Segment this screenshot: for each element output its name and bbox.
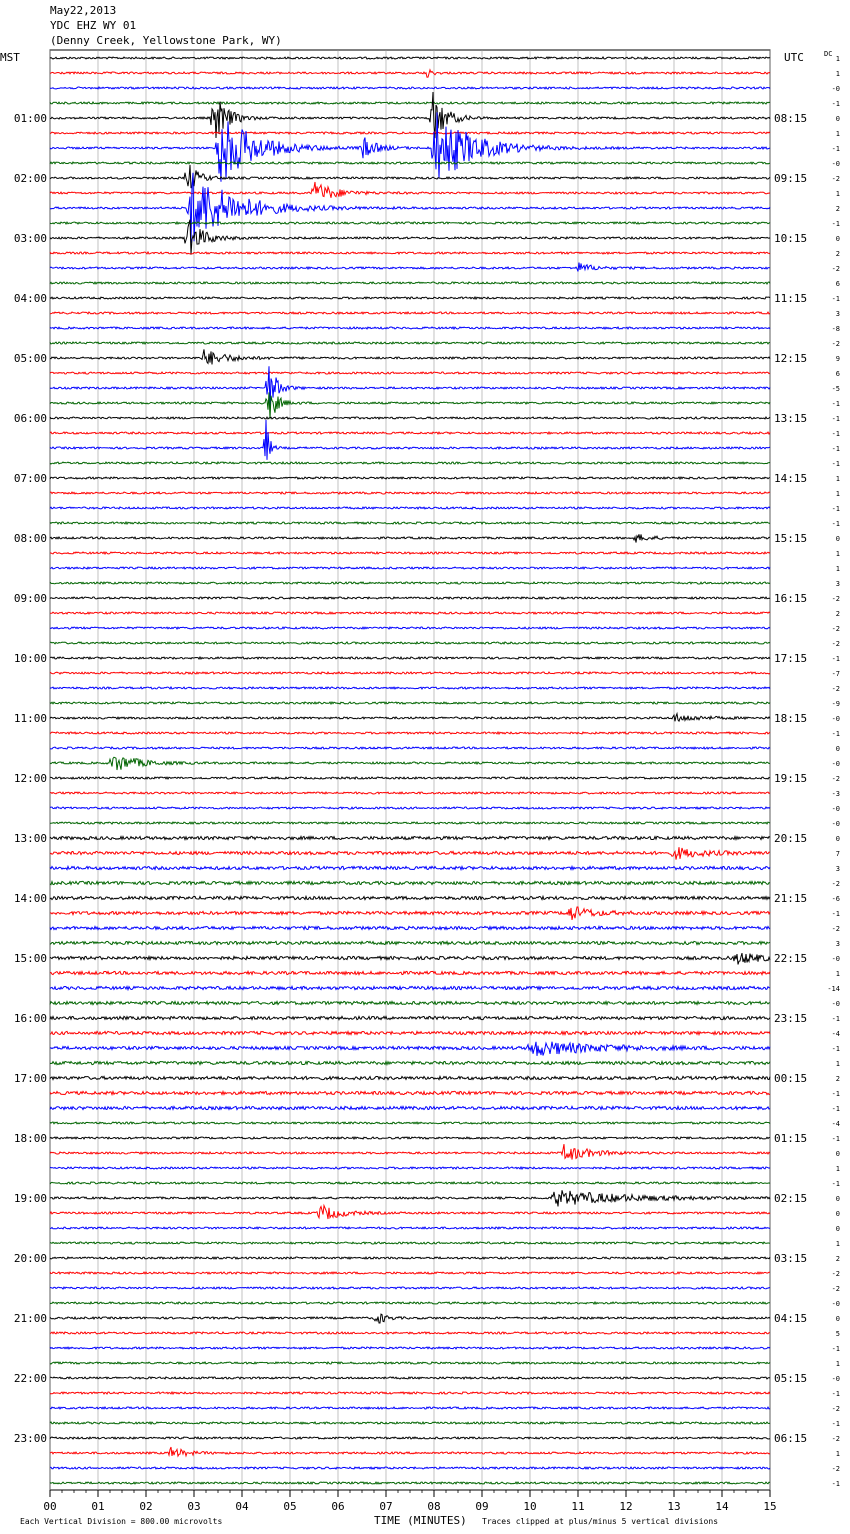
dc-offset-label: 1 <box>835 550 840 558</box>
dc-offset-label: 0 <box>835 1225 840 1233</box>
dc-offset-label: -1 <box>831 1180 840 1188</box>
dc-offset-label: -1 <box>831 415 840 423</box>
dc-offset-label: -14 <box>827 985 840 993</box>
trace-line <box>50 757 770 770</box>
dc-offset-label: -1 <box>831 910 840 918</box>
dc-offset-label: 0 <box>835 115 840 123</box>
dc-offset-label: -1 <box>831 1390 840 1398</box>
trace-line <box>50 392 770 419</box>
trace-line <box>50 807 770 809</box>
dc-offset-label: -1 <box>831 1090 840 1098</box>
mst-hour-label: 01:00 <box>13 112 47 125</box>
mst-hour-label: 14:00 <box>13 892 47 905</box>
trace-line <box>50 1257 770 1259</box>
trace-line <box>50 582 770 584</box>
mst-hour-label: 23:00 <box>13 1432 47 1445</box>
dc-offset-label: -1 <box>831 1135 840 1143</box>
dc-offset-label: -0 <box>831 715 840 723</box>
dc-offset-label: -0 <box>831 1300 840 1308</box>
utc-hour-label: 03:15 <box>774 1252 808 1265</box>
trace-line <box>50 612 770 614</box>
mst-hour-label: 10:00 <box>13 652 47 665</box>
dc-offset-label: -2 <box>831 775 840 783</box>
trace-line <box>50 492 770 494</box>
trace-line <box>50 417 770 419</box>
dc-offset-label: 2 <box>835 1075 840 1083</box>
trace-line <box>50 907 770 920</box>
dc-offset-label: -2 <box>831 175 840 183</box>
trace-line <box>50 507 770 509</box>
dc-offset-label: 1 <box>835 1240 840 1248</box>
dc-label: DC <box>824 50 833 58</box>
dc-offset-label: -1 <box>831 730 840 738</box>
utc-hour-label: 19:15 <box>774 772 808 785</box>
trace-line <box>50 1167 770 1169</box>
dc-offset-label: -2 <box>831 1435 840 1443</box>
axis-labels <box>0 50 840 1527</box>
utc-hour-label: 12:15 <box>774 352 808 365</box>
dc-offset-label: -1 <box>831 220 840 228</box>
trace-line <box>50 1016 770 1019</box>
dc-offset-label: 6 <box>835 280 840 288</box>
x-tick-label: 05 <box>283 1500 297 1513</box>
time-grid <box>50 50 770 1497</box>
trace-line <box>50 777 770 779</box>
trace-line <box>50 714 770 722</box>
trace-line <box>50 327 770 329</box>
dc-offset-label: 1 <box>835 970 840 978</box>
x-tick-label: 14 <box>715 1500 729 1513</box>
dc-offset-label: -2 <box>831 265 840 273</box>
dc-offset-label: 0 <box>835 535 840 543</box>
mst-hour-label: 09:00 <box>13 592 47 605</box>
utc-hour-label: 05:15 <box>774 1372 808 1385</box>
trace-line <box>50 627 770 629</box>
dc-offset-label: 3 <box>835 940 840 948</box>
trace-line <box>50 182 770 198</box>
x-tick-label: 00 <box>43 1500 57 1513</box>
dc-offset-label: -2 <box>831 880 840 888</box>
trace-line <box>50 1347 770 1349</box>
utc-hour-label: 08:15 <box>774 112 808 125</box>
trace-line <box>50 57 770 59</box>
trace-line <box>50 173 770 243</box>
trace-line <box>50 732 770 734</box>
trace-line <box>50 836 770 839</box>
dc-offset-label: 2 <box>835 250 840 258</box>
trace-line <box>50 896 770 899</box>
dc-offset-label: -4 <box>831 1030 840 1038</box>
trace-line <box>50 1287 770 1289</box>
trace-line <box>50 1190 770 1206</box>
dc-offset-label: -0 <box>831 760 840 768</box>
utc-hour-label: 15:15 <box>774 532 808 545</box>
trace-line <box>50 1042 770 1056</box>
trace-line <box>50 792 770 794</box>
trace-line <box>50 1437 770 1439</box>
dc-offset-label: -1 <box>831 1045 840 1053</box>
utc-hour-label: 23:15 <box>774 1012 808 1025</box>
trace-line <box>50 847 770 859</box>
trace-line <box>50 642 770 644</box>
dc-offset-label: -2 <box>831 625 840 633</box>
trace-line <box>50 1332 770 1334</box>
dc-offset-label: 1 <box>835 565 840 573</box>
trace-line <box>50 672 770 674</box>
trace-line <box>50 252 770 254</box>
dc-offset-label: 1 <box>835 1450 840 1458</box>
dc-offset-label: 0 <box>835 1150 840 1158</box>
mst-hour-label: 04:00 <box>13 292 47 305</box>
mst-hour-label: 19:00 <box>13 1192 47 1205</box>
trace-line <box>50 1106 770 1109</box>
mst-hour-label: 15:00 <box>13 952 47 965</box>
dc-offset-label: -1 <box>831 505 840 513</box>
utc-hour-label: 02:15 <box>774 1192 808 1205</box>
trace-line <box>50 1407 770 1409</box>
dc-offset-label: 0 <box>835 745 840 753</box>
trace-line <box>50 432 770 434</box>
x-tick-label: 01 <box>91 1500 105 1513</box>
trace-line <box>50 881 770 884</box>
dc-offset-label: 7 <box>835 850 840 858</box>
utc-hour-label: 17:15 <box>774 652 808 665</box>
dc-offset-label: 3 <box>835 310 840 318</box>
utc-hour-label: 06:15 <box>774 1432 808 1445</box>
dc-offset-label: 0 <box>835 1195 840 1203</box>
trace-line <box>50 372 770 374</box>
dc-offset-label: -1 <box>831 430 840 438</box>
dc-offset-label: 3 <box>835 580 840 588</box>
dc-offset-label: -2 <box>831 925 840 933</box>
utc-hour-label: 09:15 <box>774 172 808 185</box>
vertical-division-note: Each Vertical Division = 800.00 microvolts <box>20 1517 223 1526</box>
dc-offset-label: -7 <box>831 670 840 678</box>
trace-line <box>50 420 770 460</box>
dc-offset-label: -2 <box>831 640 840 648</box>
utc-hour-label: 14:15 <box>774 472 808 485</box>
dc-offset-label: 1 <box>835 1060 840 1068</box>
utc-hour-label: 00:15 <box>774 1072 808 1085</box>
utc-hour-label: 20:15 <box>774 832 808 845</box>
trace-line <box>50 1272 770 1274</box>
trace-line <box>50 747 770 749</box>
header-location: (Denny Creek, Yellowstone Park, WY) <box>50 34 282 47</box>
trace-line <box>50 1001 770 1004</box>
trace-line <box>50 941 770 944</box>
dc-offset-label: -2 <box>831 1465 840 1473</box>
dc-offset-label: -1 <box>831 1015 840 1023</box>
x-tick-label: 04 <box>235 1500 249 1513</box>
dc-offset-label: -0 <box>831 805 840 813</box>
mst-hour-label: 03:00 <box>13 232 47 245</box>
dc-offset-label: -1 <box>831 145 840 153</box>
dc-offset-label: -1 <box>831 445 840 453</box>
dc-offset-label: -0 <box>831 160 840 168</box>
dc-offset-label: 1 <box>835 1360 840 1368</box>
trace-line <box>50 220 770 255</box>
dc-offset-label: 3 <box>835 865 840 873</box>
mst-hour-label: 22:00 <box>13 1372 47 1385</box>
dc-offset-label: -0 <box>831 955 840 963</box>
dc-offset-label: -1 <box>831 1105 840 1113</box>
mst-hour-label: 12:00 <box>13 772 47 785</box>
utc-hour-label: 10:15 <box>774 232 808 245</box>
dc-offset-label: -5 <box>831 385 840 393</box>
x-tick-label: 03 <box>187 1500 201 1513</box>
trace-line <box>50 657 770 659</box>
dc-offset-label: -0 <box>831 820 840 828</box>
dc-offset-label: -0 <box>831 85 840 93</box>
dc-offset-label: -1 <box>831 520 840 528</box>
mst-hour-label: 16:00 <box>13 1012 47 1025</box>
trace-line <box>50 282 770 284</box>
trace-line <box>50 702 770 704</box>
trace-line <box>50 1227 770 1229</box>
x-tick-label: 12 <box>619 1500 633 1513</box>
x-tick-label: 02 <box>139 1500 153 1513</box>
dc-offset-label: -1 <box>831 460 840 468</box>
dc-offset-label: -2 <box>831 595 840 603</box>
mst-hour-label: 17:00 <box>13 1072 47 1085</box>
mst-hour-label: 18:00 <box>13 1132 47 1145</box>
utc-hour-label: 04:15 <box>774 1312 808 1325</box>
dc-offset-label: -2 <box>831 1405 840 1413</box>
x-tick-label: 08 <box>427 1500 441 1513</box>
trace-line <box>50 132 770 134</box>
trace-line <box>50 297 770 299</box>
dc-offset-label: 0 <box>835 1315 840 1323</box>
trace-line <box>50 1482 770 1484</box>
trace-line <box>50 342 770 344</box>
utc-hour-label: 01:15 <box>774 1132 808 1145</box>
trace-line <box>50 1206 770 1219</box>
trace-line <box>50 971 770 974</box>
trace-line <box>50 162 770 164</box>
trace-line <box>50 1031 770 1034</box>
dc-offset-label: -1 <box>831 1420 840 1428</box>
mst-hour-label: 20:00 <box>13 1252 47 1265</box>
utc-hour-label: 22:15 <box>774 952 808 965</box>
x-tick-label: 13 <box>667 1500 681 1513</box>
trace-line <box>50 1467 770 1469</box>
utc-axis-label: UTC <box>784 51 804 64</box>
dc-offset-label: -6 <box>831 895 840 903</box>
utc-hour-label: 11:15 <box>774 292 808 305</box>
trace-line <box>50 534 770 542</box>
dc-offset-label: 1 <box>835 70 840 78</box>
dc-offset-label: -2 <box>831 1285 840 1293</box>
trace-line <box>50 1422 770 1424</box>
trace-line <box>50 92 770 138</box>
trace-line <box>50 1122 770 1124</box>
dc-offset-label: -1 <box>831 1345 840 1353</box>
dc-offset-label: 1 <box>835 1165 840 1173</box>
trace-line <box>50 102 770 104</box>
trace-line <box>50 1447 770 1456</box>
dc-offset-label: -8 <box>831 325 840 333</box>
trace-line <box>50 1182 770 1184</box>
trace-line <box>50 1144 770 1160</box>
trace-line <box>50 926 770 929</box>
trace-line <box>50 1392 770 1394</box>
dc-offset-label: 1 <box>835 490 840 498</box>
x-tick-label: 06 <box>331 1500 345 1513</box>
dc-offset-label: -1 <box>831 400 840 408</box>
dc-offset-label: -0 <box>831 1000 840 1008</box>
dc-offset-label: -2 <box>831 685 840 693</box>
trace-line <box>50 1137 770 1139</box>
trace-line <box>50 349 770 364</box>
trace-line <box>50 462 770 464</box>
trace-line <box>50 1061 770 1064</box>
mst-hour-label: 13:00 <box>13 832 47 845</box>
trace-line <box>50 522 770 524</box>
trace-line <box>50 866 770 869</box>
mst-axis-label: MST <box>0 51 20 64</box>
x-tick-label: 10 <box>523 1500 537 1513</box>
trace-line <box>50 1076 770 1079</box>
dc-offset-label: 1 <box>835 55 840 63</box>
trace-line <box>50 1377 770 1379</box>
trace-line <box>50 1314 770 1323</box>
dc-offset-label: -9 <box>831 700 840 708</box>
seismic-traces <box>50 57 770 1484</box>
trace-line <box>50 222 770 224</box>
trace-line <box>50 597 770 599</box>
trace-line <box>50 1362 770 1364</box>
trace-line <box>50 953 770 964</box>
dc-offset-label: -1 <box>831 295 840 303</box>
trace-line <box>50 87 770 89</box>
dc-offset-label: -1 <box>831 655 840 663</box>
mst-hour-label: 07:00 <box>13 472 47 485</box>
x-axis-title: TIME (MINUTES) <box>374 1514 467 1527</box>
dc-offset-label: -0 <box>831 1375 840 1383</box>
mst-hour-label: 21:00 <box>13 1312 47 1325</box>
dc-offset-label: 6 <box>835 370 840 378</box>
header-station: YDC EHZ WY 01 <box>50 19 137 32</box>
trace-line <box>50 567 770 569</box>
trace-line <box>50 1242 770 1244</box>
trace-line <box>50 1302 770 1304</box>
mst-hour-label: 06:00 <box>13 412 47 425</box>
clipping-note: Traces clipped at plus/minus 5 vertical divisions <box>482 1517 719 1526</box>
utc-hour-label: 16:15 <box>774 592 808 605</box>
dc-offset-label: 1 <box>835 475 840 483</box>
mst-hour-label: 08:00 <box>13 532 47 545</box>
dc-offset-label: 0 <box>835 235 840 243</box>
dc-offset-label: -2 <box>831 340 840 348</box>
dc-offset-label: 1 <box>835 130 840 138</box>
utc-hour-label: 18:15 <box>774 712 808 725</box>
trace-line <box>50 822 770 824</box>
dc-offset-label: 2 <box>835 205 840 213</box>
trace-line <box>50 986 770 989</box>
mst-hour-label: 11:00 <box>13 712 47 725</box>
trace-line <box>50 70 770 77</box>
trace-line <box>50 112 770 181</box>
trace-line <box>50 312 770 314</box>
dc-offset-label: -1 <box>831 1480 840 1488</box>
header-date: May22,2013 <box>50 4 117 17</box>
dc-offset-label: 0 <box>835 1210 840 1218</box>
trace-line <box>50 263 770 272</box>
dc-offset-label: 2 <box>835 610 840 618</box>
utc-hour-label: 21:15 <box>774 892 808 905</box>
dc-offset-label: 9 <box>835 355 840 363</box>
dc-offset-label: -2 <box>831 1270 840 1278</box>
dc-offset-label: -4 <box>831 1120 840 1128</box>
trace-line <box>50 477 770 479</box>
dc-offset-label: 1 <box>835 190 840 198</box>
dc-offset-label: -3 <box>831 790 840 798</box>
mst-hour-label: 05:00 <box>13 352 47 365</box>
x-tick-label: 15 <box>763 1500 777 1513</box>
trace-line <box>50 552 770 554</box>
x-tick-label: 09 <box>475 1500 489 1513</box>
dc-offset-label: 5 <box>835 1330 840 1338</box>
dc-offset-label: -1 <box>831 100 840 108</box>
trace-line <box>50 687 770 689</box>
dc-offset-label: 0 <box>835 835 840 843</box>
mst-hour-label: 02:00 <box>13 172 47 185</box>
x-tick-label: 11 <box>571 1500 585 1513</box>
trace-line <box>50 1091 770 1094</box>
utc-hour-label: 13:15 <box>774 412 808 425</box>
x-tick-label: 07 <box>379 1500 393 1513</box>
trace-line <box>50 165 770 188</box>
dc-offset-label: 2 <box>835 1255 840 1263</box>
